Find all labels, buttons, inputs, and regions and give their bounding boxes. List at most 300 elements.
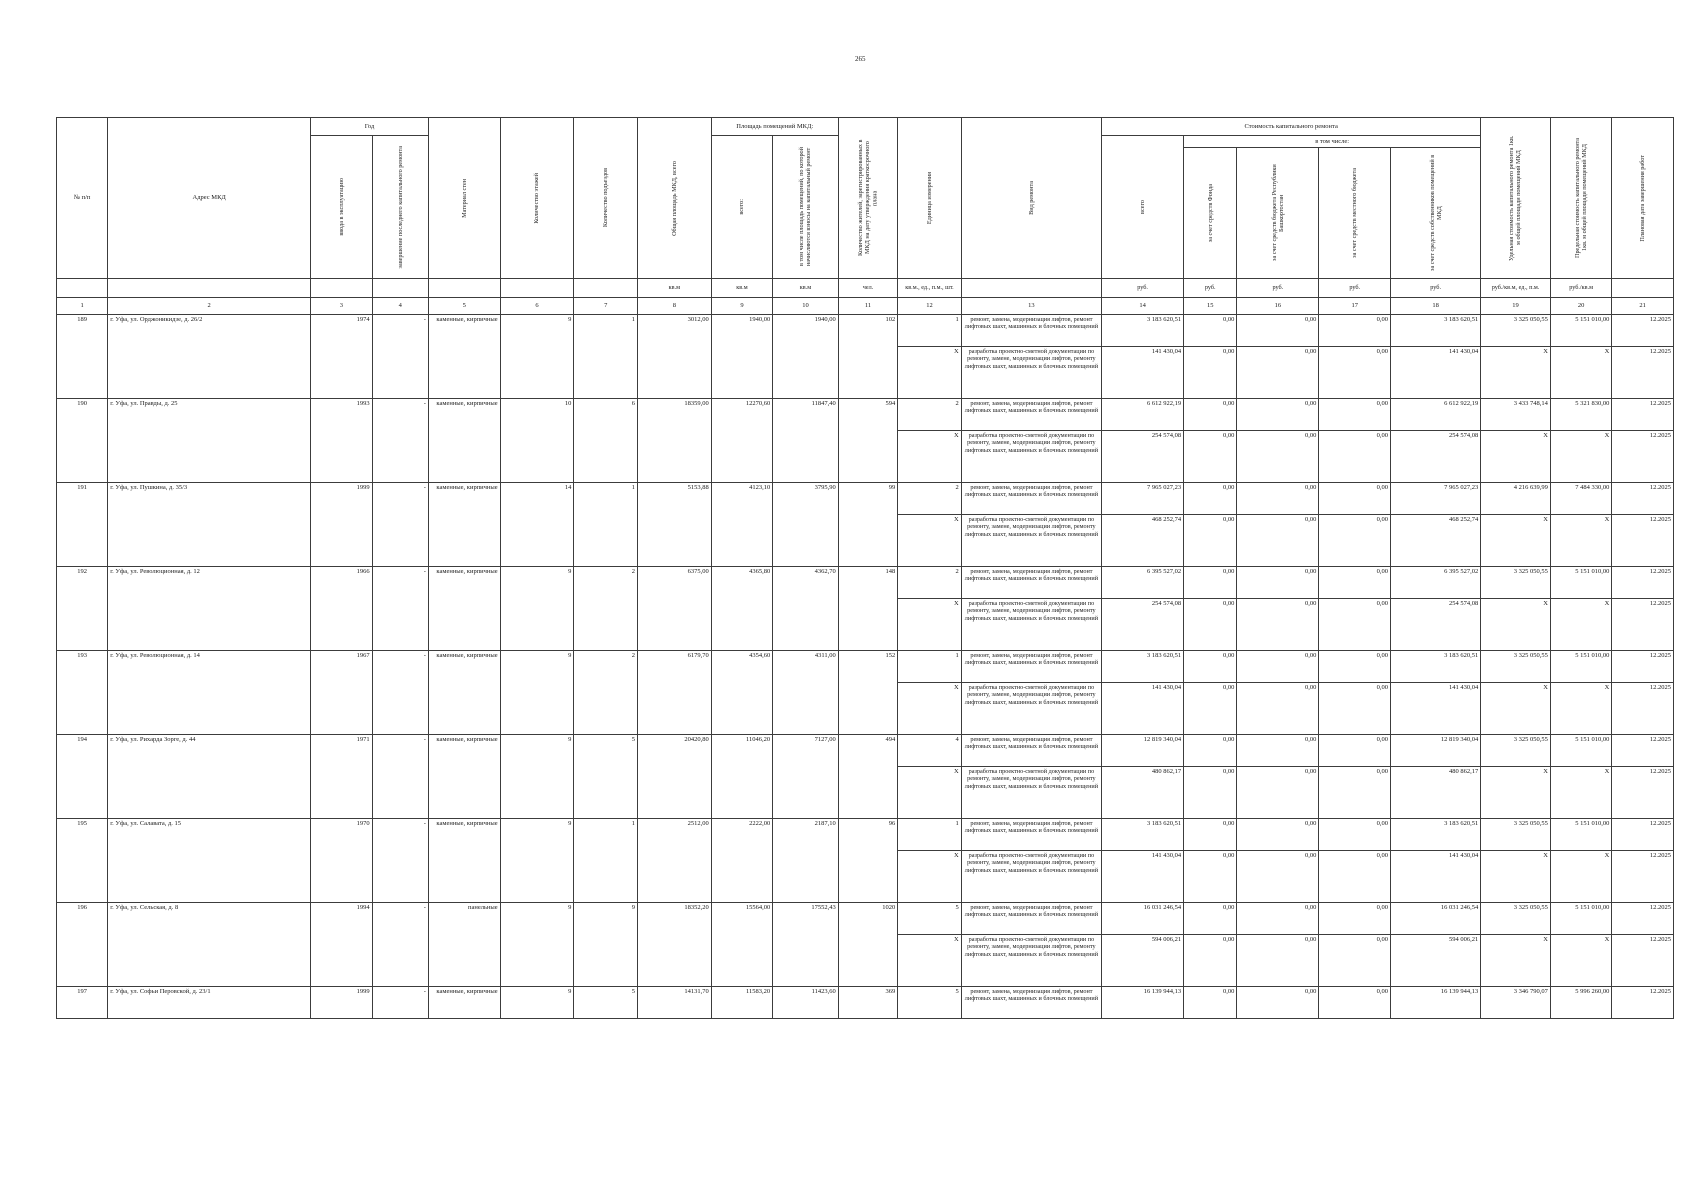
floors-cell: 9	[500, 315, 574, 399]
unit-cost-cell: X	[1481, 851, 1551, 903]
unit-cost-cell: X	[1481, 935, 1551, 987]
header-plan-date: Плановая дата завершения работ	[1612, 118, 1674, 279]
unit-cell	[372, 279, 428, 298]
header-work-type: Вид ремонта	[961, 118, 1101, 279]
cost-local-cell: 0,00	[1319, 483, 1391, 515]
last-repair-cell: -	[372, 567, 428, 651]
cost-fund-cell: 0,00	[1184, 935, 1237, 987]
cost-fund-cell: 0,00	[1184, 599, 1237, 651]
residents-cell: 96	[838, 819, 897, 903]
plan-date-cell: 12.2025	[1612, 599, 1674, 651]
unit-premises: кв.м	[711, 279, 772, 298]
total-area-cell: 6375,00	[637, 567, 711, 651]
cost-republic-cell: 0,00	[1237, 987, 1319, 1019]
premises-area-cell: 4365,80	[711, 567, 772, 651]
repair-plan-table	[56, 117, 1674, 1019]
plan-date-cell: 12.2025	[1612, 483, 1674, 515]
unit-count-cell: 1	[898, 819, 962, 851]
cost-owners-cell: 3 183 620,51	[1391, 315, 1481, 347]
header-including: в том числе:	[1184, 136, 1481, 148]
page-number: 265	[855, 55, 866, 63]
table-row	[57, 903, 1674, 935]
unit-cost-cell: 3 325 050,55	[1481, 567, 1551, 599]
max-cost-cell: 5 151 010,00	[1550, 819, 1611, 851]
header-total-area: Общая площадь МКД, всего	[637, 118, 711, 279]
work-type-cell: разработка проектно-сметной документации по ремонту, замене, модернизации лифтов, ремонту лифтовых шахт, машинных и блочных помещений	[961, 767, 1101, 819]
unit-cost-cell: 3 346 790,07	[1481, 987, 1551, 1019]
entrances-cell: 5	[574, 735, 638, 819]
cost-local-cell: 0,00	[1319, 903, 1391, 935]
plan-date-cell: 12.2025	[1612, 903, 1674, 935]
total-area-cell: 5153,88	[637, 483, 711, 567]
year-built-cell: 1967	[311, 651, 372, 735]
column-number: 11	[838, 298, 897, 315]
entrances-cell: 2	[574, 651, 638, 735]
table-row	[57, 651, 1674, 683]
entrances-cell: 1	[574, 819, 638, 903]
premises-incl-cell: 4311,00	[773, 651, 839, 735]
column-number: 2	[108, 298, 311, 315]
header-floors: Количество этажей	[500, 118, 574, 279]
premises-area-cell: 12270,60	[711, 399, 772, 483]
cost-owners-cell: 594 006,21	[1391, 935, 1481, 987]
cost-republic-cell: 0,00	[1237, 483, 1319, 515]
cost-total-cell: 16 139 944,13	[1102, 987, 1184, 1019]
column-number: 8	[637, 298, 711, 315]
column-number: 3	[311, 298, 372, 315]
cost-fund-cell: 0,00	[1184, 431, 1237, 483]
plan-date-cell: 12.2025	[1612, 819, 1674, 851]
premises-incl-cell: 7127,00	[773, 735, 839, 819]
floors-cell: 9	[500, 903, 574, 987]
unit-cost-cell: X	[1481, 515, 1551, 567]
plan-date-cell: 12.2025	[1612, 347, 1674, 399]
cost-republic-cell: 0,00	[1237, 599, 1319, 651]
header-entrances: Количество подъездов	[574, 118, 638, 279]
premises-area-cell: 4354,60	[711, 651, 772, 735]
table-row	[57, 315, 1674, 347]
work-type-cell: разработка проектно-сметной документации по ремонту, замене, модернизации лифтов, ремонту лифтовых шахт, машинных и блочных помещений	[961, 935, 1101, 987]
row-number: 194	[57, 735, 108, 819]
cost-fund-cell: 0,00	[1184, 483, 1237, 515]
max-cost-cell: 5 321 830,00	[1550, 399, 1611, 431]
max-cost-cell: 5 151 010,00	[1550, 735, 1611, 767]
header-unit-cost: Удельная стоимость капитального ремонта 1кв. м общей площади помещений МКД	[1481, 118, 1551, 279]
work-type-cell: разработка проектно-сметной документации по ремонту, замене, модернизации лифтов, ремонту лифтовых шахт, машинных и блочных помещений	[961, 599, 1101, 651]
cost-fund-cell: 0,00	[1184, 851, 1237, 903]
column-number: 7	[574, 298, 638, 315]
cost-total-cell: 3 183 620,51	[1102, 651, 1184, 683]
cost-local-cell: 0,00	[1319, 683, 1391, 735]
plan-date-cell: 12.2025	[1612, 515, 1674, 567]
residents-cell: 148	[838, 567, 897, 651]
plan-date-cell: 12.2025	[1612, 315, 1674, 347]
residents-cell: 1020	[838, 903, 897, 987]
plan-date-cell: 12.2025	[1612, 987, 1674, 1019]
max-cost-cell: 5 996 260,00	[1550, 987, 1611, 1019]
premises-incl-cell: 2187,10	[773, 819, 839, 903]
column-number: 9	[711, 298, 772, 315]
cost-republic-cell: 0,00	[1237, 767, 1319, 819]
max-cost-cell: 7 484 330,00	[1550, 483, 1611, 515]
work-type-cell: ремонт, замена, модернизация лифтов, ремонт лифтовых шахт, машинных и блочных помещений	[961, 483, 1101, 515]
column-number: 15	[1184, 298, 1237, 315]
address-cell: г. Уфа, ул. Революционная, д. 12	[108, 567, 311, 651]
work-type-cell: ремонт, замена, модернизация лифтов, ремонт лифтовых шахт, машинных и блочных помещений	[961, 903, 1101, 935]
plan-date-cell: 12.2025	[1612, 767, 1674, 819]
cost-local-cell: 0,00	[1319, 567, 1391, 599]
total-area-cell: 2512,00	[637, 819, 711, 903]
address-cell: г. Уфа, ул. Софьи Перовской, д. 23/1	[108, 987, 311, 1019]
table-row	[57, 735, 1674, 767]
cost-fund-cell: 0,00	[1184, 683, 1237, 735]
unit-count-cell: X	[898, 683, 962, 735]
column-number: 20	[1550, 298, 1611, 315]
unit-count-cell: X	[898, 599, 962, 651]
address-cell: г. Уфа, ул. Рихарда Зорге, д. 44	[108, 735, 311, 819]
unit-cost-cell: X	[1481, 683, 1551, 735]
premises-area-cell: 11583,20	[711, 987, 772, 1019]
table-row	[57, 399, 1674, 431]
unit-cell	[57, 279, 108, 298]
year-built-cell: 1999	[311, 483, 372, 567]
unit-cell	[961, 279, 1101, 298]
total-area-cell: 3012,00	[637, 315, 711, 399]
cost-republic-cell: 0,00	[1237, 651, 1319, 683]
work-type-cell: ремонт, замена, модернизация лифтов, ремонт лифтовых шахт, машинных и блочных помещений	[961, 399, 1101, 431]
repair-plan-table-wrapper	[56, 117, 1674, 1019]
cost-republic-cell: 0,00	[1237, 935, 1319, 987]
premises-incl-cell: 11847,40	[773, 399, 839, 483]
row-number: 189	[57, 315, 108, 399]
last-repair-cell: -	[372, 399, 428, 483]
premises-area-cell: 2222,00	[711, 819, 772, 903]
cost-local-cell: 0,00	[1319, 651, 1391, 683]
row-number: 193	[57, 651, 108, 735]
year-built-cell: 1966	[311, 567, 372, 651]
cost-total-cell: 7 965 027,23	[1102, 483, 1184, 515]
last-repair-cell: -	[372, 651, 428, 735]
header-unit: Единица измерения	[898, 118, 962, 279]
entrances-cell: 1	[574, 315, 638, 399]
column-number: 17	[1319, 298, 1391, 315]
unit-total-area: кв.м	[637, 279, 711, 298]
header-premises-group: Площадь помещений МКД:	[711, 118, 838, 136]
cost-total-cell: 480 862,17	[1102, 767, 1184, 819]
unit-cell	[428, 279, 500, 298]
max-cost-cell: X	[1550, 599, 1611, 651]
year-built-cell: 1974	[311, 315, 372, 399]
column-number: 13	[961, 298, 1101, 315]
cost-local-cell: 0,00	[1319, 851, 1391, 903]
unit-rub: руб.	[1391, 279, 1481, 298]
entrances-cell: 1	[574, 483, 638, 567]
unit-cell	[311, 279, 372, 298]
unit-maxcost: руб./кв.м	[1550, 279, 1611, 298]
header-premises-incl: в том числе площадь помещений, по которой начисляются взносы на капитальный ремонт	[773, 136, 839, 279]
address-cell: г. Уфа, ул. Пушкина, д. 35/3	[108, 483, 311, 567]
unit-unitcost: руб./кв.м, ед., п.м.	[1481, 279, 1551, 298]
unit-cost-cell: X	[1481, 347, 1551, 399]
cost-owners-cell: 480 862,17	[1391, 767, 1481, 819]
premises-incl-cell: 17552,43	[773, 903, 839, 987]
cost-local-cell: 0,00	[1319, 987, 1391, 1019]
floors-cell: 9	[500, 735, 574, 819]
cost-owners-cell: 141 430,04	[1391, 347, 1481, 399]
cost-total-cell: 12 819 340,04	[1102, 735, 1184, 767]
header-cost-republic: за счет средств бюджета Республики Башкортостан	[1237, 148, 1319, 279]
unit-count-cell: X	[898, 431, 962, 483]
entrances-cell: 6	[574, 399, 638, 483]
total-area-cell: 14131,70	[637, 987, 711, 1019]
address-cell: г. Уфа, ул. Орджоникидзе, д. 26/2	[108, 315, 311, 399]
unit-rub: руб.	[1184, 279, 1237, 298]
header-year-built: ввода в эксплуатацию	[311, 136, 372, 279]
cost-republic-cell: 0,00	[1237, 431, 1319, 483]
cost-local-cell: 0,00	[1319, 399, 1391, 431]
unit-count-cell: 1	[898, 651, 962, 683]
table-row	[57, 567, 1674, 599]
residents-cell: 369	[838, 987, 897, 1019]
year-built-cell: 1970	[311, 819, 372, 903]
header-num: № п/п	[57, 118, 108, 279]
table-row	[57, 483, 1674, 515]
column-number: 19	[1481, 298, 1551, 315]
floors-cell: 9	[500, 651, 574, 735]
cost-local-cell: 0,00	[1319, 515, 1391, 567]
max-cost-cell: 5 151 010,00	[1550, 567, 1611, 599]
cost-fund-cell: 0,00	[1184, 651, 1237, 683]
unit-count-cell: X	[898, 347, 962, 399]
cost-republic-cell: 0,00	[1237, 683, 1319, 735]
cost-fund-cell: 0,00	[1184, 399, 1237, 431]
cost-owners-cell: 254 574,08	[1391, 431, 1481, 483]
column-number: 6	[500, 298, 574, 315]
cost-owners-cell: 468 252,74	[1391, 515, 1481, 567]
unit-count-cell: 2	[898, 399, 962, 431]
wall-material-cell: панельные	[428, 903, 500, 987]
max-cost-cell: X	[1550, 515, 1611, 567]
unit-rub: руб.	[1319, 279, 1391, 298]
cost-total-cell: 468 252,74	[1102, 515, 1184, 567]
cost-republic-cell: 0,00	[1237, 819, 1319, 851]
residents-cell: 152	[838, 651, 897, 735]
cost-republic-cell: 0,00	[1237, 851, 1319, 903]
year-built-cell: 1999	[311, 987, 372, 1019]
unit-cost-cell: 3 325 050,55	[1481, 819, 1551, 851]
work-type-cell: ремонт, замена, модернизация лифтов, ремонт лифтовых шахт, машинных и блочных помещений	[961, 651, 1101, 683]
row-number: 192	[57, 567, 108, 651]
floors-cell: 14	[500, 483, 574, 567]
max-cost-cell: 5 151 010,00	[1550, 315, 1611, 347]
cost-owners-cell: 254 574,08	[1391, 599, 1481, 651]
unit-cell	[1612, 279, 1674, 298]
header-year-last-repair: завершение последнего капитального ремонта	[372, 136, 428, 279]
cost-local-cell: 0,00	[1319, 431, 1391, 483]
unit-cell	[574, 279, 638, 298]
cost-fund-cell: 0,00	[1184, 347, 1237, 399]
unit-cost-cell: 3 325 050,55	[1481, 903, 1551, 935]
cost-total-cell: 3 183 620,51	[1102, 315, 1184, 347]
plan-date-cell: 12.2025	[1612, 851, 1674, 903]
table-row	[57, 819, 1674, 851]
header-address: Адрес МКД	[108, 118, 311, 279]
unit-count-cell: 1	[898, 315, 962, 347]
max-cost-cell: 5 151 010,00	[1550, 903, 1611, 935]
cost-local-cell: 0,00	[1319, 819, 1391, 851]
plan-date-cell: 12.2025	[1612, 683, 1674, 735]
row-number: 191	[57, 483, 108, 567]
wall-material-cell: каменные, кирпичные	[428, 483, 500, 567]
wall-material-cell: каменные, кирпичные	[428, 987, 500, 1019]
unit-cost-cell: 3 325 050,55	[1481, 735, 1551, 767]
residents-cell: 99	[838, 483, 897, 567]
floors-cell: 9	[500, 987, 574, 1019]
unit-cell	[500, 279, 574, 298]
cost-owners-cell: 7 965 027,23	[1391, 483, 1481, 515]
cost-local-cell: 0,00	[1319, 347, 1391, 399]
header-material: Материал стен	[428, 118, 500, 279]
cost-total-cell: 254 574,08	[1102, 599, 1184, 651]
cost-owners-cell: 6 395 527,02	[1391, 567, 1481, 599]
total-area-cell: 6179,70	[637, 651, 711, 735]
unit-incl: кв.м	[773, 279, 839, 298]
header-year-group: Год	[311, 118, 429, 136]
table-body	[57, 315, 1674, 1019]
wall-material-cell: каменные, кирпичные	[428, 399, 500, 483]
total-area-cell: 18359,00	[637, 399, 711, 483]
cost-total-cell: 141 430,04	[1102, 347, 1184, 399]
work-type-cell: ремонт, замена, модернизация лифтов, ремонт лифтовых шахт, машинных и блочных помещений	[961, 567, 1101, 599]
cost-owners-cell: 6 612 922,19	[1391, 399, 1481, 431]
cost-owners-cell: 16 139 944,13	[1391, 987, 1481, 1019]
column-number: 1	[57, 298, 108, 315]
column-number: 21	[1612, 298, 1674, 315]
work-type-cell: ремонт, замена, модернизация лифтов, ремонт лифтовых шахт, машинных и блочных помещений	[961, 819, 1101, 851]
year-built-cell: 1971	[311, 735, 372, 819]
unit-cost-cell: X	[1481, 767, 1551, 819]
address-cell: г. Уфа, ул. Сельская, д. 8	[108, 903, 311, 987]
entrances-cell: 2	[574, 567, 638, 651]
cost-fund-cell: 0,00	[1184, 515, 1237, 567]
column-number: 5	[428, 298, 500, 315]
unit-count-cell: 2	[898, 483, 962, 515]
wall-material-cell: каменные, кирпичные	[428, 819, 500, 903]
cost-total-cell: 594 006,21	[1102, 935, 1184, 987]
plan-date-cell: 12.2025	[1612, 651, 1674, 683]
column-number: 16	[1237, 298, 1319, 315]
address-cell: г. Уфа, ул. Салавата, д. 15	[108, 819, 311, 903]
entrances-cell: 9	[574, 903, 638, 987]
unit-count-cell: X	[898, 851, 962, 903]
plan-date-cell: 12.2025	[1612, 431, 1674, 483]
premises-area-cell: 1940,00	[711, 315, 772, 399]
year-built-cell: 1993	[311, 399, 372, 483]
wall-material-cell: каменные, кирпичные	[428, 651, 500, 735]
header-cost-group: Стоимость капитального ремонта	[1102, 118, 1481, 136]
premises-area-cell: 15564,00	[711, 903, 772, 987]
header-premises-total: всего:	[711, 136, 772, 279]
unit-cell	[108, 279, 311, 298]
total-area-cell: 20420,80	[637, 735, 711, 819]
unit-cost-cell: 3 433 748,14	[1481, 399, 1551, 431]
floors-cell: 9	[500, 567, 574, 651]
premises-incl-cell: 11423,60	[773, 987, 839, 1019]
plan-date-cell: 12.2025	[1612, 735, 1674, 767]
residents-cell: 494	[838, 735, 897, 819]
unit-count-cell: 4	[898, 735, 962, 767]
row-number: 190	[57, 399, 108, 483]
unit-cost-cell: 3 325 050,55	[1481, 651, 1551, 683]
max-cost-cell: X	[1550, 935, 1611, 987]
unit-cost-cell: 3 325 050,55	[1481, 315, 1551, 347]
cost-total-cell: 6 612 922,19	[1102, 399, 1184, 431]
column-number: 12	[898, 298, 962, 315]
work-type-cell: разработка проектно-сметной документации по ремонту, замене, модернизации лифтов, ремонту лифтовых шахт, машинных и блочных помещений	[961, 347, 1101, 399]
cost-fund-cell: 0,00	[1184, 819, 1237, 851]
unit-count-cell: X	[898, 767, 962, 819]
column-number: 14	[1102, 298, 1184, 315]
premises-incl-cell: 3795,90	[773, 483, 839, 567]
last-repair-cell: -	[372, 987, 428, 1019]
last-repair-cell: -	[372, 903, 428, 987]
max-cost-cell: 5 151 010,00	[1550, 651, 1611, 683]
unit-count-cell: 5	[898, 987, 962, 1019]
unit-rub: руб.	[1102, 279, 1184, 298]
row-number: 197	[57, 987, 108, 1019]
last-repair-cell: -	[372, 735, 428, 819]
cost-fund-cell: 0,00	[1184, 567, 1237, 599]
wall-material-cell: каменные, кирпичные	[428, 735, 500, 819]
column-number: 4	[372, 298, 428, 315]
cost-local-cell: 0,00	[1319, 599, 1391, 651]
unit-count-cell: 5	[898, 903, 962, 935]
header-max-cost: Предельная стоимость капитального ремонта 1кв. м общей площади помещений МКД	[1550, 118, 1611, 279]
cost-owners-cell: 3 183 620,51	[1391, 819, 1481, 851]
premises-area-cell: 4123,10	[711, 483, 772, 567]
max-cost-cell: X	[1550, 431, 1611, 483]
work-type-cell: разработка проектно-сметной документации по ремонту, замене, модернизации лифтов, ремонту лифтовых шахт, машинных и блочных помещений	[961, 683, 1101, 735]
unit-unit: кв.м., ед., п.м., шт.	[898, 279, 962, 298]
last-repair-cell: -	[372, 483, 428, 567]
premises-incl-cell: 1940,00	[773, 315, 839, 399]
cost-local-cell: 0,00	[1319, 735, 1391, 767]
year-built-cell: 1994	[311, 903, 372, 987]
cost-republic-cell: 0,00	[1237, 515, 1319, 567]
column-number: 18	[1391, 298, 1481, 315]
work-type-cell: разработка проектно-сметной документации по ремонту, замене, модернизации лифтов, ремонту лифтовых шахт, машинных и блочных помещений	[961, 431, 1101, 483]
column-number: 10	[773, 298, 839, 315]
cost-total-cell: 141 430,04	[1102, 851, 1184, 903]
residents-cell: 102	[838, 315, 897, 399]
work-type-cell: ремонт, замена, модернизация лифтов, ремонт лифтовых шахт, машинных и блочных помещений	[961, 735, 1101, 767]
max-cost-cell: X	[1550, 683, 1611, 735]
header-cost-local: за счет средств местного бюджета	[1319, 148, 1391, 279]
plan-date-cell: 12.2025	[1612, 935, 1674, 987]
header-residents: Количество жителей, зарегистрированных в МКД на дату утверждения краткосрочного плана	[838, 118, 897, 279]
cost-owners-cell: 141 430,04	[1391, 851, 1481, 903]
max-cost-cell: X	[1550, 767, 1611, 819]
unit-rub: руб.	[1237, 279, 1319, 298]
unit-count-cell: X	[898, 935, 962, 987]
work-type-cell: ремонт, замена, модернизация лифтов, ремонт лифтовых шахт, машинных и блочных помещений	[961, 315, 1101, 347]
cost-total-cell: 254 574,08	[1102, 431, 1184, 483]
cost-local-cell: 0,00	[1319, 767, 1391, 819]
cost-republic-cell: 0,00	[1237, 903, 1319, 935]
cost-fund-cell: 0,00	[1184, 767, 1237, 819]
unit-count-cell: X	[898, 515, 962, 567]
cost-fund-cell: 0,00	[1184, 735, 1237, 767]
